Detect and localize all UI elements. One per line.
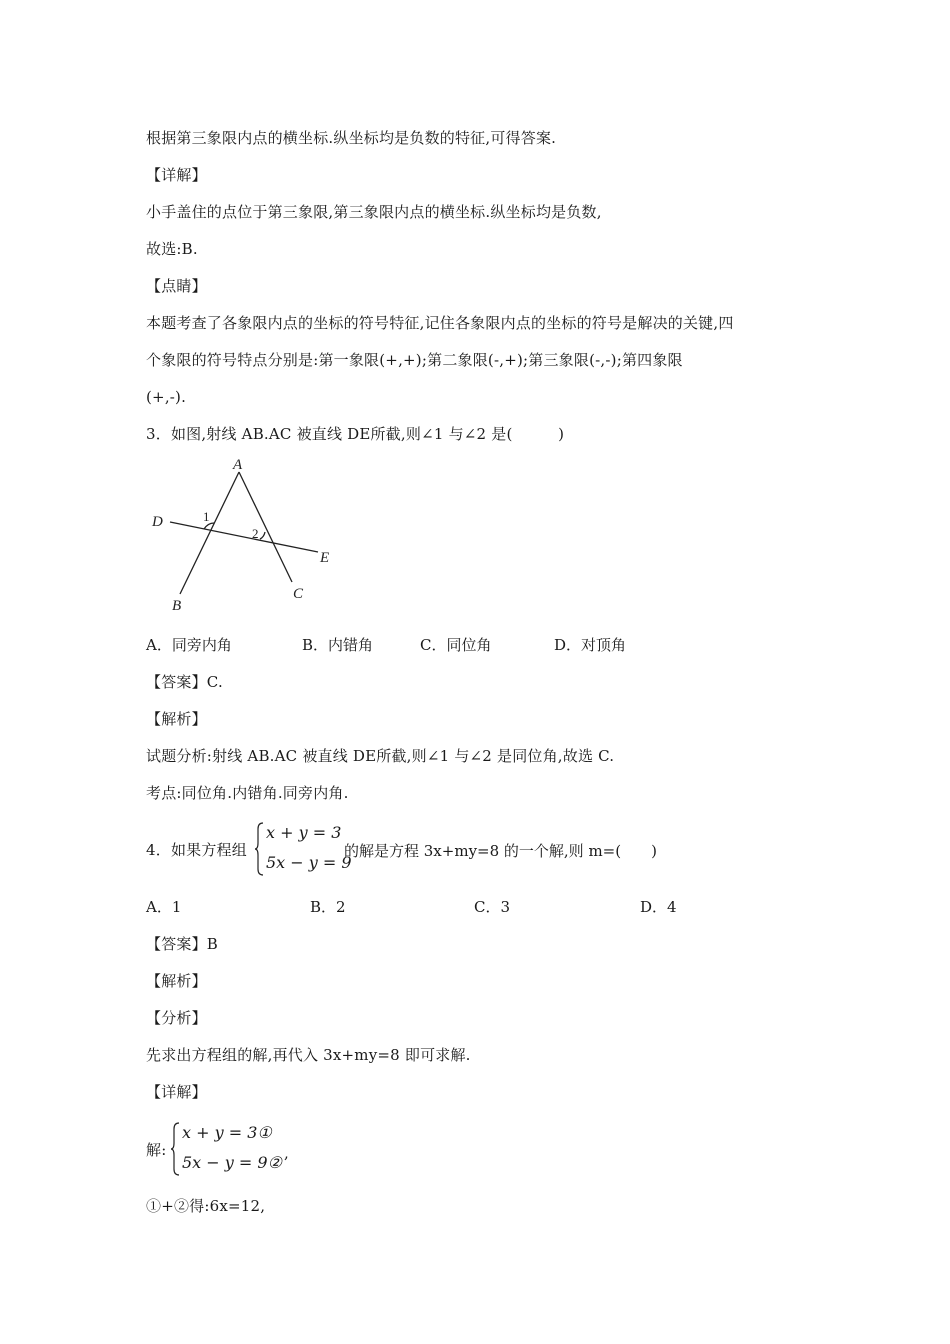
q4-equation-1: x + y = 3 [266,823,342,842]
label-c: C [293,586,304,602]
text-line: ①+②得:6x=12, [146,1197,266,1215]
geometry-figure [148,455,348,615]
question-4-prefix: 4．如果方程组 [146,841,247,859]
q4-option-c: C．3 [474,898,511,916]
answer-4: 【答案】B [146,935,219,953]
q4-option-d: D．4 [640,898,677,916]
ray-ac [239,472,292,582]
text-line: 先求出方程组的解,再代入 3x+my=8 即可求解. [146,1046,471,1064]
label-b: B [172,598,182,614]
solution-prefix: 解: [146,1141,167,1159]
label-d: D [152,514,163,530]
label-e: E [320,550,330,566]
text-line: 根据第三象限内点的横坐标.纵坐标均是负数的特征,可得答案. [146,129,557,147]
text-line: 小手盖住的点位于第三象限,第三象限内点的横坐标.纵坐标均是负数, [146,203,602,221]
text-line: 试题分析:射线 AB.AC 被直线 DE所截,则∠1 与∠2 是同位角,故选 C. [146,747,615,765]
brace-icon [254,822,264,876]
angle-2-arc [260,532,265,539]
section-heading-analysis: 【解析】 [146,972,207,990]
q3-option-a: A．同旁内角 [146,636,232,654]
section-heading-comment: 【点睛】 [146,277,207,295]
question-4-suffix: 的解是方程 3x+my=8 的一个解,则 m=( ) [344,842,657,860]
section-heading-breakdown: 【分析】 [146,1009,207,1027]
section-heading-analysis: 【解析】 [146,710,207,728]
label-angle-1: 1 [203,509,210,524]
q4-option-a: A．1 [146,898,182,916]
label-a: A [233,457,243,473]
text-line: 本题考查了各象限内点的坐标的符号特征,记住各象限内点的坐标的符号是解决的关键,四 [146,314,734,332]
brace-icon [170,1122,180,1176]
label-angle-2: 2 [252,526,259,541]
text-line: 故选:B. [146,240,198,258]
section-heading-details: 【详解】 [146,1083,207,1101]
solution-suffix: , [284,1144,289,1162]
text-line: (+,-). [146,388,187,406]
q4-equation-2: 5x − y = 9 [266,853,352,872]
ray-ab [180,472,239,594]
answer-3: 【答案】C. [146,673,223,691]
q3-option-b: B．内错角 [302,636,374,654]
q4-option-b: B．2 [310,898,346,916]
text-line: 考点:同位角.内错角.同旁内角. [146,784,349,802]
line-de [170,522,318,552]
solution-equation-1: x + y = 3① [182,1123,272,1142]
question-3: 3．如图,射线 AB.AC 被直线 DE所截,则∠1 与∠2 是( ) [146,425,565,443]
section-heading-details: 【详解】 [146,166,207,184]
solution-equation-2: 5x − y = 9② [182,1153,282,1172]
text-line: 个象限的符号特点分别是:第一象限(+,+);第二象限(-,+);第三象限(-,-);第四象限 [146,351,683,369]
q3-option-c: C．同位角 [420,636,492,654]
q3-option-d: D．对顶角 [554,636,627,654]
